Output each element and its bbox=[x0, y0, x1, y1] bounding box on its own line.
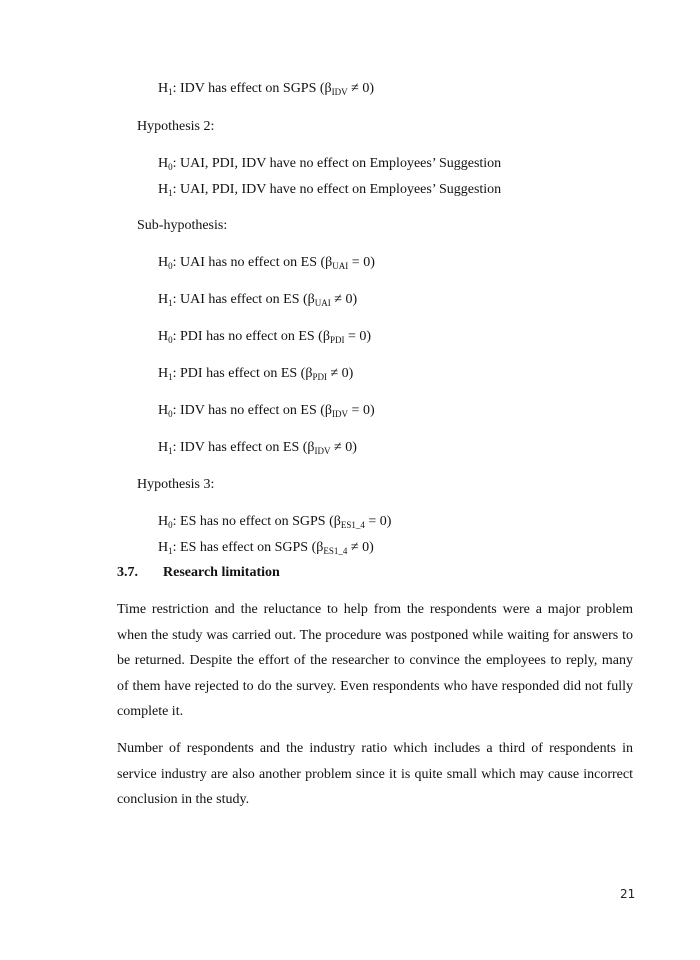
sub-hypothesis-item: $H_1$: UAI has effect on ES $(\beta_{UAI} \ne 0)$ bbox=[158, 292, 358, 308]
sub-hypothesis-item: $H_1$: IDV has effect on ES $(\beta_{IDV} \ne 0)$ bbox=[158, 440, 357, 456]
hypothesis-2-h1: $H_1$: UAI, PDI, IDV have no effect on Employees’ Suggestion bbox=[158, 182, 502, 198]
hypothesis-h1-idv-sgps: $H_1$: IDV has effect on SGPS $(\beta_{IDV} \ne 0)$ bbox=[158, 81, 375, 97]
hypothesis-3-heading: Hypothesis 3: bbox=[137, 477, 215, 492]
paragraph-limitation-1: Time restriction and the reluctance to help from the respondents were a major problem when the study was carried out. The procedure was postponed while waiting for answers to be returned. Despite the effort of the researcher to convince the employees to reply, many of them have rejected to do the survey. Even respondents who have responded did not fully complete it. bbox=[117, 602, 633, 719]
hypothesis-3-h0: $H_0$: ES has no effect on SGPS $(\beta_{ES1\_4} = 0)$ bbox=[158, 514, 392, 530]
hypothesis-2-heading: Hypothesis 2: bbox=[137, 119, 215, 134]
sub-hypothesis-item: $H_0$: PDI has no effect on ES $(\beta_{PDI} = 0)$ bbox=[158, 329, 372, 345]
section-title: Research limitation bbox=[163, 565, 280, 580]
section-heading bbox=[117, 564, 280, 582]
sub-hypothesis-item: $H_1$: PDI has effect on ES $(\beta_{PDI} \ne 0)$ bbox=[158, 366, 354, 382]
hypothesis-3-h1: $H_1$: ES has effect on SGPS $(\beta_{ES1\_4} \ne 0)$ bbox=[158, 540, 374, 556]
page-number: 21 bbox=[620, 887, 636, 901]
sub-hypothesis-heading: Sub-hypothesis: bbox=[137, 218, 228, 233]
section-number: 3.7. bbox=[117, 565, 138, 580]
hypothesis-2-h0: $H_0$: UAI, PDI, IDV have no effect on Employees’ Suggestion bbox=[158, 156, 502, 172]
paragraph-limitation-2: Number of respondents and the industry ratio which includes a third of respondents in service industry are also another problem since it is quite small which may cause incorrect conclusion in the study. bbox=[117, 741, 633, 807]
sub-hypothesis-item: $H_0$: UAI has no effect on ES $(\beta_{UAI} = 0)$ bbox=[158, 255, 375, 271]
sub-hypothesis-item: $H_0$: IDV has no effect on ES $(\beta_{IDV} = 0)$ bbox=[158, 403, 375, 419]
